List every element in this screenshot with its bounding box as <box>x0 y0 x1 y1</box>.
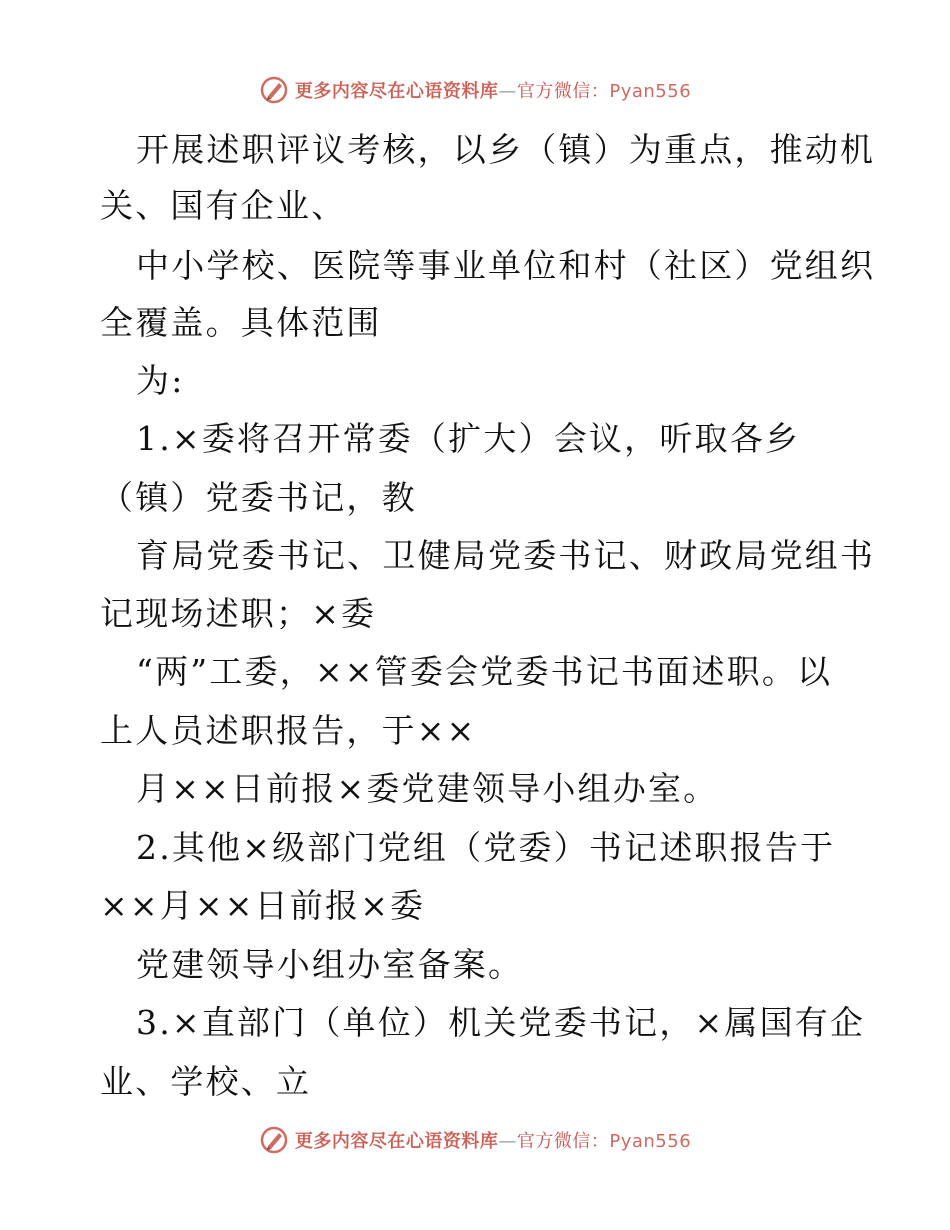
text-line: （镇）党委书记，教 <box>100 478 417 517</box>
watermark-title: 更多内容尽在心语资料库 <box>294 81 499 102</box>
watermark-label: 官方微信： <box>516 81 610 102</box>
text-line: 2.其他×级部门党组（党委）书记述职报告于 <box>136 828 836 867</box>
text-line: 业、学校、立 <box>100 1062 312 1101</box>
text-line: 育局党委书记、卫健局党委书记、财政局党组书 <box>136 536 876 575</box>
watermark-separator: — <box>498 1131 517 1152</box>
watermark-footer <box>0 1120 950 1160</box>
watermark-separator: — <box>498 81 517 102</box>
watermark-label: 官方微信： <box>516 1131 610 1152</box>
text-line: 上人员述职报告，于×× <box>100 711 477 750</box>
text-line: 为: <box>136 361 185 400</box>
text-line: 月××日前报×委党建领导小组办室。 <box>136 769 719 808</box>
text-line: 全覆盖。具体范围 <box>100 303 382 342</box>
watermark-title: 更多内容尽在心语资料库 <box>294 1131 499 1152</box>
text-line: 开展述职评议考核，以乡（镇）为重点，推动机 <box>136 130 876 169</box>
text-line: “两”工委，××管委会党委书记书面述职。以 <box>136 652 833 691</box>
pen-logo-icon <box>259 1125 289 1155</box>
text-line: 1.×委将召开常委（扩大）会议，听取各乡 <box>136 419 801 458</box>
watermark-wechat-id: Pyan556 <box>609 1131 692 1152</box>
watermark-header <box>0 70 950 110</box>
text-line: 党建领导小组办室备案。 <box>136 945 524 984</box>
text-line: 中小学校、医院等事业单位和村（社区）党组织 <box>136 246 876 285</box>
text-line: ××月××日前报×委 <box>100 886 426 925</box>
text-line: 3.×直部门（单位）机关党委书记，×属国有企 <box>136 1003 866 1042</box>
pen-logo-icon <box>259 75 289 105</box>
text-line: 关、国有企业、 <box>100 186 347 225</box>
text-line: 记现场述职；×委 <box>100 594 377 633</box>
watermark-wechat-id: Pyan556 <box>609 81 692 102</box>
